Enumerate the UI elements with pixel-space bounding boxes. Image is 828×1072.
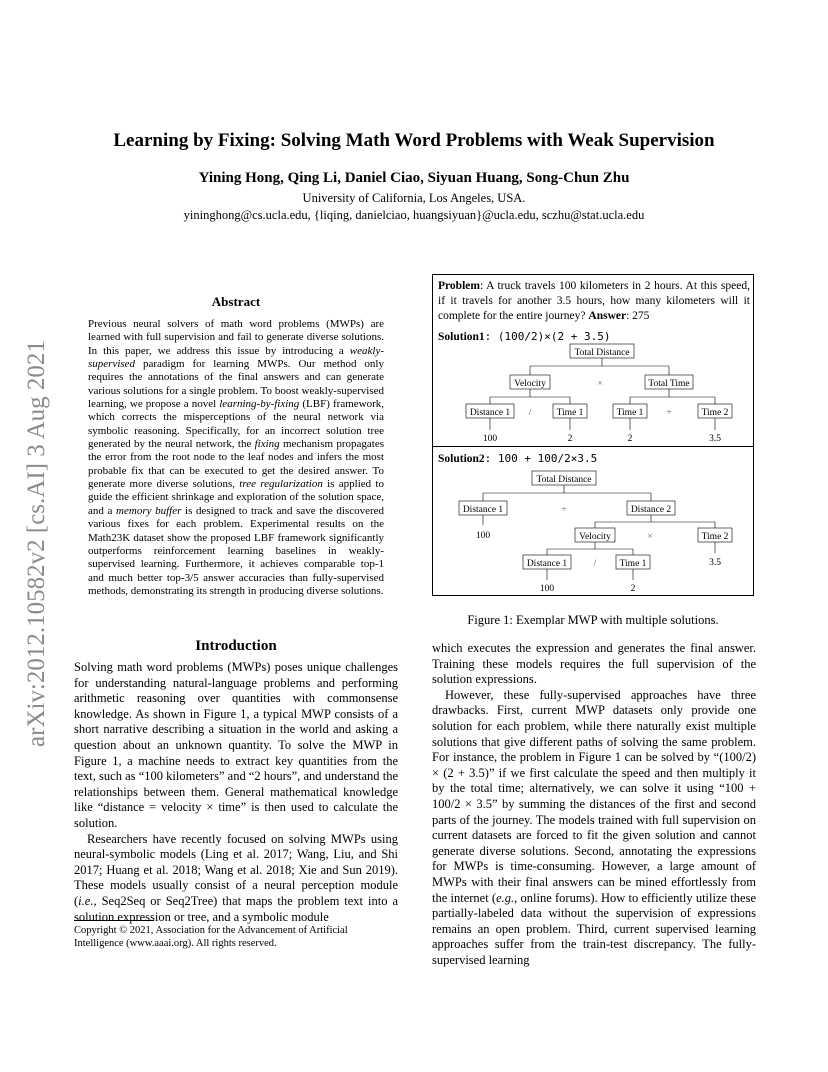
author-list: Yining Hong, Qing Li, Daniel Ciao, Siyuan Huang, Song-Chun Zhu <box>198 170 630 186</box>
introduction-heading: Introduction <box>195 638 277 654</box>
abstract-body <box>88 318 384 598</box>
introduction-left-column <box>74 660 398 925</box>
tree1-total-time: Total Time <box>648 379 690 389</box>
tree1-plus-op: + <box>666 408 672 418</box>
abstract-text: is applied to guide the efficient shrinkage and exploration of the solution space, and a <box>88 478 384 517</box>
author-emails: yininghong@cs.ucla.edu, {liqing, danielciao, huangsiyuan}@ucla.edu, sczhu@stat.ucla.edu <box>183 208 645 222</box>
abstract-emph: memory buffer <box>116 504 182 517</box>
abstract-emph: learning-by-fixing <box>219 398 300 411</box>
tree2-velocity: Velocity <box>579 532 611 542</box>
solution-1-label: Solution1 <box>438 331 485 343</box>
tree2-times-op: × <box>647 532 653 542</box>
tree1-time-1: Time 1 <box>556 408 584 418</box>
paper-title: Learning by Fixing: Solving Math Word Problems with Weak Supervision <box>113 130 715 151</box>
answer-value: : 275 <box>626 310 650 322</box>
abstract-emph: tree regularization <box>239 478 323 491</box>
tree2-value-100: 100 <box>475 531 491 541</box>
tree1-total-distance: Total Distance <box>574 348 630 358</box>
abstract-text: (LBF) framework, which corrects the misperceptions of the neural network via symbolic reasoning. Specifically, for an incorrect solution tree generated by the neural network, the <box>88 398 384 451</box>
tree2-distance-2: Distance 2 <box>630 505 672 515</box>
abstract-text: is designed to track and save the discovered various fixes for each problem. Experimental results on the Math23K dataset show the proposed LBF framework significantly outperforms reinforcement learning baselines in weakly-supervised learning. Furthermore, it achieves comparable top-1 and much better top-3/5 answer accuracies than fully-supervised methods, demonstrating its strength in producing diverse solutions. <box>88 504 385 597</box>
tree2-divide-op: / <box>593 559 597 569</box>
abstract-text: paradigm for learning MWPs. Our method only requires the annotations of the final answers and can generate various solutions for a single problem. To boost weakly-supervised learning, we propose a novel <box>88 358 384 411</box>
tree2-time-1: Time 1 <box>619 559 647 569</box>
text-span: However, these fully-supervised approaches have three drawbacks. First, current MWP datasets only provide one solution for each problem, while there naturally exist multiple solutions that give different paths of solving the same problem. For instance, the problem in Figure 1 can be solved by “(100/2) × (2 + 3.5)” if we first calculate the speed and then multiply it by the total time; alternatively, we can solve it using “100 + 100/2 × 3.5” by summing the distances of the first and second parts of the journey. The models trained with full supervision on current datasets are forced to fit the given solution and cannot generate diverse solutions. Second, annotating the expressions for MWPs is time-consuming. However, a large amount of MWPs with their final answers can be mined effortlessly from the internet ( <box>432 687 756 905</box>
tree1-value-2: 2 <box>567 434 573 444</box>
tree1-value-2-b: 2 <box>627 434 633 444</box>
affiliation: University of California, Los Angeles, USA. <box>302 191 526 205</box>
tree1-times-op: × <box>597 379 603 389</box>
arxiv-id: arXiv:2012.10582v2 [cs.AI] 3 Aug 2021 <box>23 340 50 747</box>
footnote-rule <box>74 920 154 921</box>
text-span: , online forums). How to efficiently utilize these partially-labeled data without the supervision of expressions remains an open problem. Third, current supervised learning approaches suffer from the train-test discrepancy. The fully-supervised learning <box>432 890 756 967</box>
solution-trees <box>432 274 754 596</box>
solution-2-expression: : 100 + 100/2×3.5 <box>484 452 598 465</box>
solution-2-tree <box>459 471 732 594</box>
text-span: , Seq2Seq or Seq2Tree) that maps the problem text into a solution expression or tree, and a symbolic module <box>74 893 398 924</box>
tree2-distance-1: Distance 1 <box>462 505 504 515</box>
tree2-value-3-5: 3.5 <box>709 558 721 568</box>
intro-paragraph <box>74 832 398 926</box>
abstract-text: Previous neural solvers of math word problems (MWPs) are learned with full supervision and fail to generate diverse solutions. In this paper, we address this issue by introducing a <box>88 318 384 357</box>
solution-1-expression: : (100/2)×(2 + 3.5) <box>484 330 611 343</box>
intro-paragraph: Solving math word problems (MWPs) poses unique challenges for understanding natural-language problems and performing arithmetic reasoning over quantities with commonsense knowledge. As shown in Figure 1, a typical MWP consists of a short narrative describing a situation in the world and asking a question about an unknown quantity. To solve the MWP in Figure 1, a machine needs to extract key quantities from the text, such as “100 kilometers” and “2 hours”, and understand the relationships between them. General mathematical knowledge like “distance = velocity × time” is then used to calculate the solution. <box>74 660 398 830</box>
tree1-distance-1: Distance 1 <box>469 408 511 418</box>
tree2-value-2: 2 <box>630 584 636 594</box>
introduction-right-column <box>432 641 756 968</box>
text-span: Researchers have recently focused on solving MWPs using neural-symbolic models (Ling et al. 2017; Wang, Liu, and Shi 2017; Huang et al. 2018; Wang et al. 2018; Xie and Sun 2019). These models usually consist of a neural perception module ( <box>74 831 398 908</box>
problem-label: Problem <box>438 280 480 292</box>
arxiv-stamp <box>6 295 60 750</box>
answer-label: Answer <box>588 310 627 322</box>
tree1-value-100: 100 <box>482 434 498 444</box>
copyright-note: Copyright © 2021, Association for the Advancement of Artificial Intelligence (www.aaai.org). All rights reserved. <box>74 925 348 949</box>
text-emph: e.g. <box>496 890 515 905</box>
problem-text: : A truck travels 100 kilometers in 2 hours. At this speed, if it travels for another 3.5 hours, how many kilometers will it complete for the entire journey? <box>438 280 750 322</box>
tree1-divide-op: / <box>528 408 532 418</box>
tree2-distance-1-b: Distance 1 <box>526 559 568 569</box>
tree2-time-2: Time 2 <box>701 532 729 542</box>
intro-paragraph <box>432 688 756 969</box>
abstract-text: mechanism propagates the error from the root node to the leaf nodes and infers the most probable fix that can be executed to get the desired answer. To generate more diverse solutions, <box>88 438 385 491</box>
tree1-velocity: Velocity <box>514 379 546 389</box>
solution-1-tree <box>466 344 732 444</box>
tree2-total-distance: Total Distance <box>536 475 592 485</box>
intro-paragraph: which executes the expression and generates the final answer. Training these models requires the full supervision of the solution expressions. <box>432 641 756 687</box>
tree2-plus-op: + <box>561 505 567 515</box>
abstract-heading: Abstract <box>211 294 261 309</box>
figure-1-caption: Figure 1: Exemplar MWP with multiple solutions. <box>467 613 719 627</box>
tree1-time-2: Time 2 <box>701 408 729 418</box>
tree1-time-1-b: Time 1 <box>616 408 644 418</box>
tree1-value-3-5: 3.5 <box>709 434 721 444</box>
text-emph: i.e. <box>78 893 94 908</box>
solution-2-label: Solution2 <box>438 453 485 465</box>
abstract-emph: weakly-supervised <box>88 344 384 371</box>
affiliation-block <box>0 190 828 224</box>
abstract-emph: fixing <box>254 438 280 451</box>
tree2-value-100-b: 100 <box>539 584 555 594</box>
